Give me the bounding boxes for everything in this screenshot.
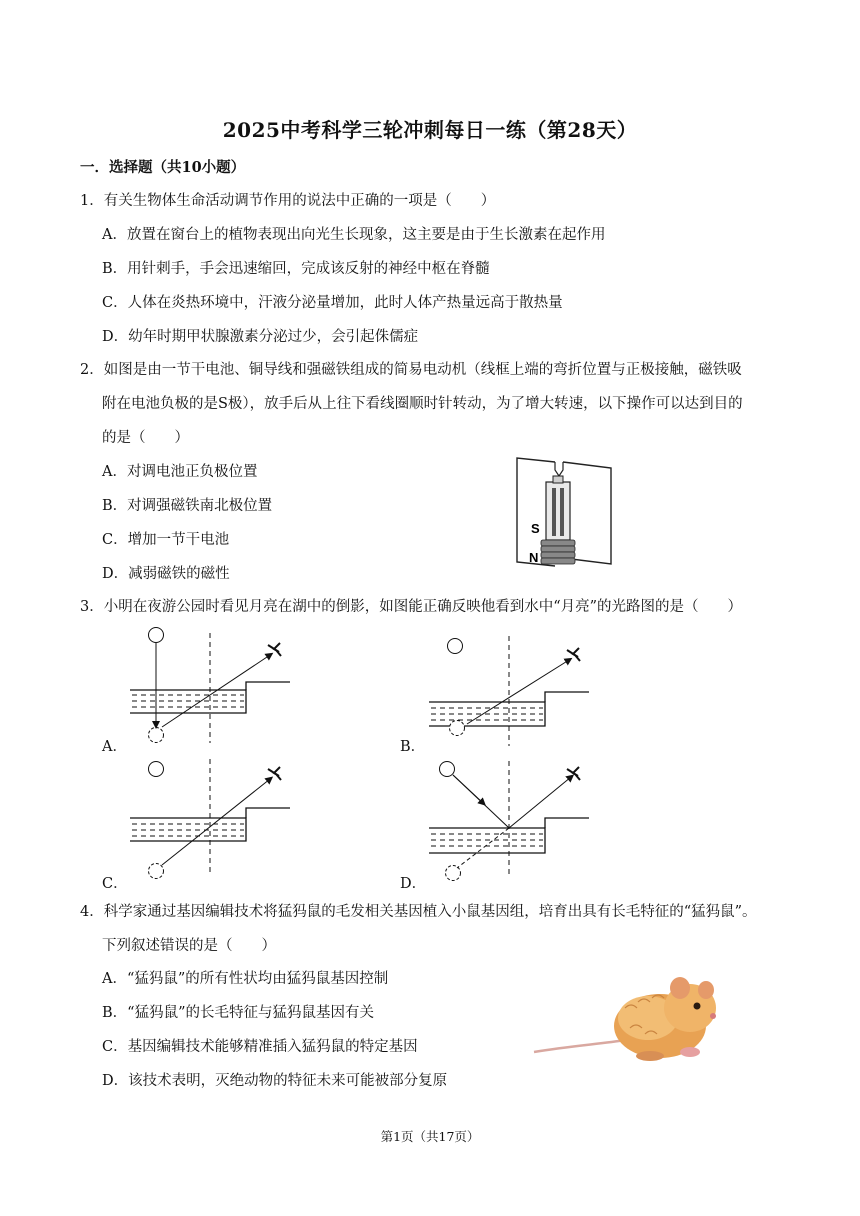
q2-option-a: A．对调电池正负极位置 — [102, 464, 258, 480]
q3-option-c: C． — [102, 876, 128, 892]
q4-option-a: A．“猛犸鼠”的所有性状均由猛犸鼠基因控制 — [102, 971, 389, 987]
moon — [448, 639, 463, 654]
q2-option-b: B．对调强磁铁南北极位置 — [102, 498, 273, 514]
mouse-paw — [680, 1047, 700, 1057]
q1-option-d: D．幼年时期甲状腺激素分泌过少，会引起侏儒症 — [102, 329, 419, 345]
q3-option-a: A． — [102, 739, 127, 755]
q3-option-b: B． — [400, 739, 426, 755]
q4-option-b: B．“猛犸鼠”的长毛特征与猛犸鼠基因有关 — [102, 1005, 374, 1021]
moon-image — [149, 728, 164, 743]
q4-option-d: D．该技术表明，灭绝动物的特征未来可能被部分复原 — [102, 1073, 448, 1089]
eye-icon — [268, 767, 281, 780]
q1-option-c: C．人体在炎热环境中，汗液分泌量增加，此时人体产热量远高于散热量 — [102, 295, 563, 311]
mouse-ear — [670, 977, 690, 999]
moon-image — [450, 721, 465, 736]
moon-image — [149, 864, 164, 879]
mouse-tail — [534, 1040, 626, 1052]
moon — [440, 762, 455, 777]
magnet — [541, 540, 575, 564]
q1-option-b: B．用针刺手，手会迅速缩回，完成该反射的神经中枢在脊髓 — [102, 261, 490, 277]
q3-option-d: D． — [400, 876, 427, 892]
mammoth-mouse-photo — [530, 968, 720, 1064]
page-title: 2025中考科学三轮冲刺每日一练（第28天） — [222, 118, 638, 142]
page-footer: 第1页（共17页） — [380, 1129, 480, 1144]
q4-stem-line1: 4．科学家通过基因编辑技术将猛犸鼠的毛发相关基因植入小鼠基因组，培育出具有长毛特征的“猛犸鼠”。 — [80, 904, 757, 920]
light-diagram-a — [128, 625, 296, 747]
q4-option-c: C．基因编辑技术能够精准插入猛犸鼠的特定基因 — [102, 1039, 418, 1055]
eye-icon — [567, 648, 580, 661]
moon-image — [446, 866, 461, 881]
q2-stem-line2: 附在电池负极的是S极），放手后从上往下看线圈顺时针转动，为了增大转速，以下操作可以达到目的 — [102, 396, 743, 412]
battery — [546, 482, 570, 540]
light-diagram-b — [427, 630, 595, 750]
q1-stem: 1．有关生物体生命活动调节作用的说法中正确的一项是（ ） — [80, 193, 496, 209]
moon — [149, 628, 164, 643]
q4-stem-line2: 下列叙述错误的是（ ） — [102, 938, 276, 954]
mouse-eye — [694, 1003, 701, 1010]
motor-figure — [505, 452, 625, 574]
q1-option-a: A．放置在窗台上的植物表现出向光生长现象，这主要是由于生长激素在起作用 — [102, 227, 606, 243]
q3-stem: 3．小明在夜游公园时看见月亮在湖中的倒影，如图能正确反映他看到水中“月亮”的光路图的是（ ） — [80, 599, 743, 615]
q2-option-c: C．增加一节干电池 — [102, 532, 230, 548]
moon — [149, 762, 164, 777]
q2-stem-line3: 的是（ ） — [102, 430, 189, 446]
q2-option-d: D．减弱磁铁的磁性 — [102, 566, 230, 582]
section-heading: 一．选择题（共10小题） — [80, 159, 246, 176]
eye-icon — [268, 643, 281, 656]
light-diagram-d — [427, 757, 595, 883]
light-diagram-c — [128, 755, 296, 881]
pole-n-label: N — [529, 550, 539, 565]
q2-stem-line1: 2．如图是由一节干电池、铜导线和强磁铁组成的简易电动机（线框上端的弯折位置与正极接触，磁铁吸 — [80, 362, 742, 378]
pole-s-label: S — [531, 521, 540, 536]
